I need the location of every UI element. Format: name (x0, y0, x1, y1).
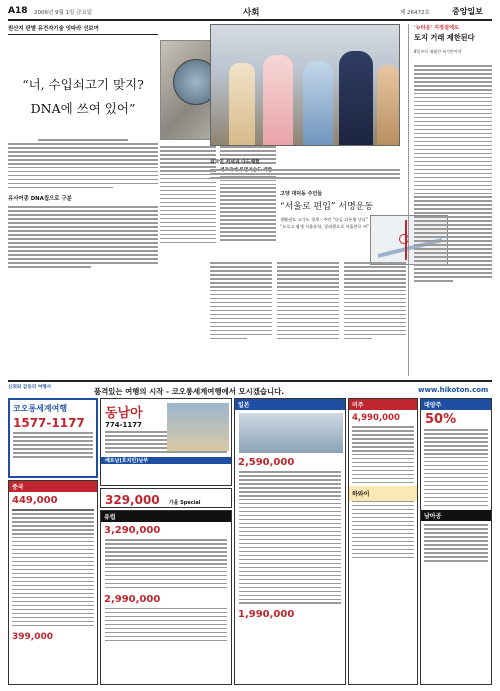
ad-hawaii: 하와이 (349, 486, 417, 501)
ad-oceania (420, 398, 492, 685)
section-name: 사회 (243, 8, 260, 18)
ad-japan-price: 2,590,000 (238, 457, 295, 468)
center-deck-2: “도로고 쉽게 서울통학, 경외행으로 서울편으 씨” (280, 224, 370, 229)
photo-caption: 외국인 저녁과 다도체험 (210, 160, 260, 165)
ad-banner (8, 384, 492, 398)
left-headline-2: DNA에 쓰여 있어” (30, 101, 136, 116)
right-headline: 토지 거래 제한된다 (414, 33, 475, 42)
person-2 (263, 55, 293, 146)
center-headline: “서울로 편입” 서명운동 (280, 202, 374, 212)
page-number: A18 (8, 6, 28, 16)
ad-brand-box (8, 398, 98, 478)
ad-america (348, 398, 418, 685)
ad-china-price: 449,000 (12, 495, 58, 506)
ad-china-price-2: 399,000 (12, 631, 53, 642)
center-deck-1: 생활권도 고가도 경계 - 주민 “다들 뒤통령 난다” (280, 217, 368, 222)
ad-america-price: 4,990,000 (352, 413, 400, 423)
left-subhead-1: 유사여종 DNA칩으로 구분 (8, 196, 72, 203)
masthead (8, 6, 492, 20)
newspaper-name: 중앙일보 (452, 6, 483, 16)
right-story (408, 24, 492, 376)
ad-banner-url: www.hikoton.com (418, 386, 489, 394)
ad-tour-title: 동남아 (105, 406, 143, 421)
issue-number: 제 26472호 (400, 10, 430, 16)
ad-special-price: 329,000 (105, 493, 160, 507)
right-kicker: '뉴타운' 지정걸에도 (414, 25, 460, 31)
ad-america-header: 미주 (349, 399, 417, 410)
ad-rule (8, 380, 492, 382)
ad-japan-price-2: 1,990,000 (238, 609, 295, 621)
ad-event-label: 가을 Special (168, 500, 201, 506)
right-body (414, 65, 492, 282)
ad-europe-price: 3,290,000 (104, 525, 161, 536)
ad-japan (234, 398, 346, 685)
left-story (8, 24, 158, 376)
left-body-1 (8, 139, 158, 188)
ad-europe-price-2: 2,990,000 (104, 593, 161, 605)
left-headline-1: “너, 수입쇠고기 맞지? (22, 77, 144, 92)
ad-banner-text: 품격있는 여행의 시작 - 코오롱세계여행에서 모시겠습니다. (94, 387, 285, 396)
ad-japan-photo (239, 413, 343, 453)
ad-phone: 1577-1177 (13, 416, 85, 430)
ad-brand-tag: 신뢰와 감동의 여행사 (8, 385, 52, 390)
masthead-rule (8, 19, 492, 21)
ad-europe-header: 유럽 (101, 511, 231, 522)
publish-date: 2006년 9월 1일 금요일 (34, 10, 93, 16)
person-5 (377, 65, 399, 146)
ad-special-row (100, 488, 232, 508)
left-kicker: 원산지 판별 유전자기술 잇따라 선보여 (8, 24, 158, 35)
person-4 (339, 51, 373, 146)
ad-bus-label: 베트남(호치민)남부 (101, 457, 231, 464)
ad-southeast-asia (100, 398, 232, 486)
ad-brand-name: 코오롱세계여행 (13, 404, 68, 413)
ad-oceania-header: 대양주 (421, 399, 491, 410)
ad-south-africa-header: 남아공 (421, 510, 491, 521)
ad-tour-tel: 774-1177 (105, 421, 142, 429)
person-3 (303, 61, 333, 146)
ad-china (8, 480, 98, 685)
ad-tour-photo (167, 403, 229, 451)
right-deck: 8일부터 재래전 허가받아야 (414, 49, 462, 54)
ad-china-header: 중국 (9, 481, 97, 492)
hanbok-photo (210, 24, 400, 146)
ad-europe (100, 510, 232, 685)
ad-percent: 50% (425, 412, 457, 427)
left-body-2 (8, 206, 158, 267)
ad-japan-header: 일본 (235, 399, 345, 410)
center-body (210, 262, 406, 376)
center-kicker: 고양 대덕동 주민들 (280, 191, 323, 197)
person-1 (229, 63, 255, 146)
